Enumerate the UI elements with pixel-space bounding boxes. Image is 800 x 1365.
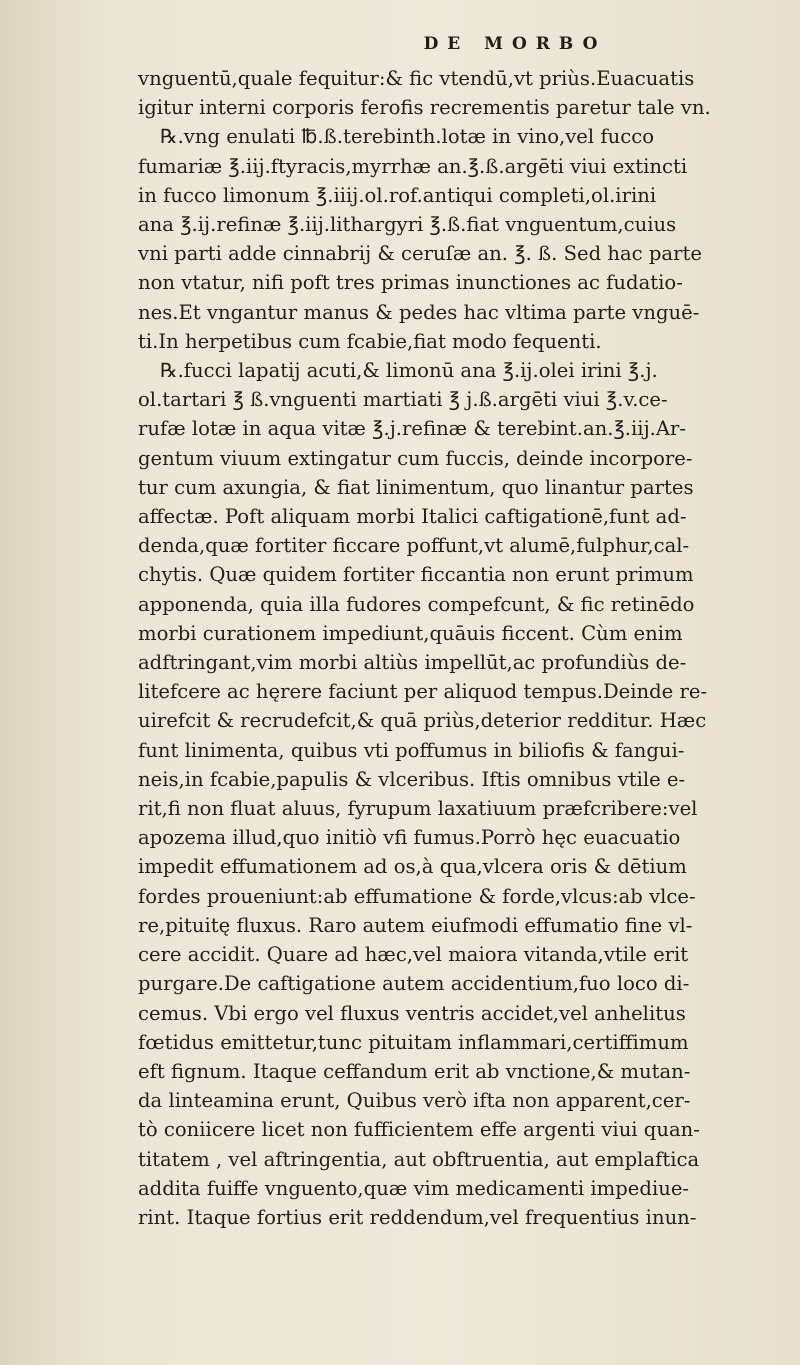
text-line: uirefcit & recrudefcit,& quā priùs,deterior redditur. Hæc xyxy=(138,709,707,733)
text-line: gentum viuum extingatur cum fuccis, deinde incorpore- xyxy=(138,446,693,470)
text-line: adftringant,vim morbi altiùs impellūt,ac profundiùs de- xyxy=(138,651,687,675)
text-line: ℞.fucci lapatij acuti,& limonū ana ℥.ij.olei irini ℥.j. xyxy=(160,359,658,383)
text-line: rit,fi non fluat aluus, fyrupum laxatiuum præfcribere:vel xyxy=(138,797,698,821)
text-line: apozema illud,quo initiò vfi fumus.Porrò hęc euacuatio xyxy=(138,826,681,850)
text-line: fumariæ ℥.iij.ftyracis,myrrhæ an.℥.ß.argēti viui extincti xyxy=(138,154,688,178)
text-line: apponenda, quia illa fudores compefcunt, & fic retinēdo xyxy=(138,592,695,616)
text-line: cemus. Vbi ergo vel fluxus ventris accidet,vel anhelitus xyxy=(138,1001,686,1025)
text-line: morbi curationem impediunt,quāuis ficcent. Cùm enim xyxy=(138,621,683,645)
text-line: in fucco limonum ℥.iiij.ol.rof.antiqui completi,ol.irini xyxy=(138,183,657,207)
text-line: ol.tartari ℥ ß.vnguenti martiati ℥ j.ß.argēti viui ℥.v.ce- xyxy=(138,388,668,412)
page-body-text xyxy=(138,64,772,1232)
text-line: denda,quæ fortiter ficcare poffunt,vt alumē,fulphur,cal- xyxy=(138,534,690,558)
text-line: ana ℥.ij.refinæ ℥.iij.lithargyri ℥.ß.fiat vnguentum,cuius xyxy=(138,213,677,237)
text-line: vni parti adde cinnabrij & ceruſæ an. ℥. ß. Sed hac parte xyxy=(138,242,702,266)
text-line: cere accidit. Quare ad hæc,vel maiora vitanda,vtile erit xyxy=(138,943,689,967)
text-line: rint. Itaque fortius erit reddendum,vel frequentius inun- xyxy=(138,1205,697,1229)
text-line: rufæ lotæ in aqua vitæ ℥.j.refinæ & terebint.an.℥.iij.Ar- xyxy=(138,417,687,441)
text-line: titatem , vel aftringentia, aut obftruentia, aut emplaftica xyxy=(138,1147,700,1171)
text-line: litefcere ac hęrere faciunt per aliquod tempus.Deinde re- xyxy=(138,680,708,704)
text-line: da linteamina erunt, Quibus verò ifta non apparent,cer- xyxy=(138,1089,691,1113)
text-line: fœtidus emittetur,tunc pituitam inflammari,certiffimum xyxy=(138,1030,689,1054)
running-header: DE MORBO xyxy=(423,34,607,54)
text-line: fordes proueniunt:ab effumatione & forde,vlcus:ab vlce- xyxy=(138,884,696,908)
text-line: addita fuiffe vnguento,quæ vim medicamenti impediue- xyxy=(138,1176,690,1200)
text-line: impedit effumationem ad os,à qua,vlcera oris & dētium xyxy=(138,855,687,879)
text-line: tò coniicere licet non fufficientem effe argenti viui quan- xyxy=(138,1118,700,1142)
text-line: chytis. Quæ quidem fortiter ficcantia non erunt primum xyxy=(138,563,694,587)
text-line: igitur interni corporis ferofis recrementis paretur tale vn. xyxy=(138,96,711,120)
text-line: vnguentū,quale fequitur:& fic vtendū,vt priùs.Euacuatis xyxy=(138,67,695,90)
text-line: funt linimenta, quibus vti poffumus in biliofis & fangui- xyxy=(138,738,685,762)
text-line: non vtatur, nifi poft tres primas inunctiones ac fudatio- xyxy=(138,271,683,295)
text-line: ℞.vng enulati ℔.ß.terebinth.lotæ in vino,vel fucco xyxy=(160,125,655,149)
text-line: ti.In herpetibus cum fcabie,fiat modo fequenti. xyxy=(138,329,602,353)
text-line: eft fignum. Itaque ceffandum erit ab vnctione,& mutan- xyxy=(138,1059,691,1083)
text-line: neis,in fcabie,papulis & vlceribus. Iftis omnibus vtile e- xyxy=(138,767,686,791)
text-line: purgare.De caftigatione autem accidentium,fuo loco di- xyxy=(138,972,690,996)
text-line: nes.Et vngantur manus & pedes hac vltima parte vnguē- xyxy=(138,300,700,324)
text-line: affectæ. Poft aliquam morbi Italici caftigationē,funt ad- xyxy=(138,505,687,529)
text-line: tur cum axungia, & fiat linimentum, quo linantur partes xyxy=(138,475,694,499)
text-line: re,pituitę fluxus. Raro autem eiufmodi effumatio fine vl- xyxy=(138,913,693,937)
